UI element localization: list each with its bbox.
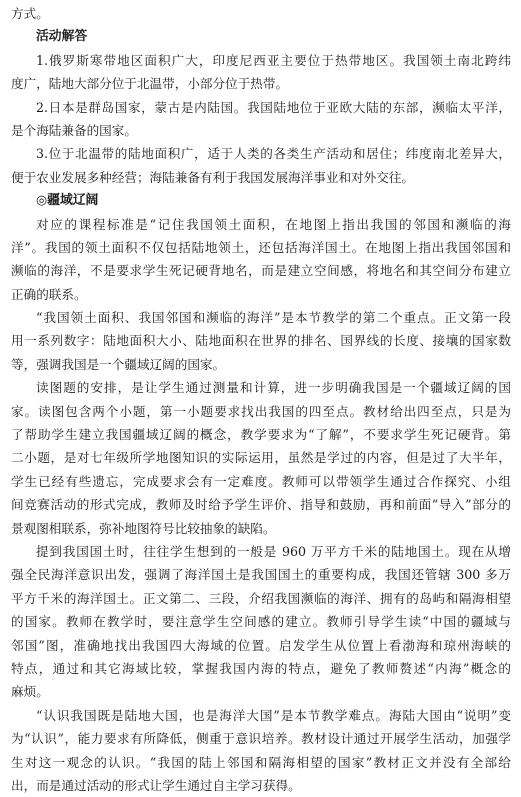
paragraph-line: 麻烦。 <box>11 684 49 700</box>
paragraph-line: 等，强调我国是一个疆域辽阔的国家。 <box>11 356 226 372</box>
paragraph-line: 了帮助学生建立我国疆域辽阔的概念，教学要求为“了解”，不要求学生死记硬背。第 <box>11 427 511 443</box>
paragraph-line: 景观图相联系，弥补地图符号比较抽象的缺陷。 <box>11 520 276 536</box>
paragraph-line: 提到我国国土时，往往学生想到的一般是 960 万平方千米的陆地国土。现在从增 <box>36 543 511 559</box>
paragraph-4 <box>11 540 511 704</box>
activity-heading: 活动解答 <box>36 29 88 45</box>
paragraph-line: 平方千米的海洋国土。正文第二、三段，介绍我国濒临的海洋、拥有的岛屿和隔海相望 <box>11 590 511 606</box>
paragraph-line: 对应的课程标准是“记住我国领土面积，在地图上指出我国的邻国和濒临的海 <box>36 216 511 232</box>
paragraph-5 <box>11 704 511 797</box>
paragraph-line: 家。读图包含两个小题，第一小题要求找出我国的四至点。教材给出四至点，只是为 <box>11 403 511 419</box>
paragraph-line: 用一系列数字：陆地面积大小、陆地面积在世界的排名、国界线的长度、接壤的国家数 <box>11 333 511 349</box>
paragraph-line: 濒临的海洋，不是要求学生死记硬背地名，而是建立空间感，将地名和其空间分布建立 <box>11 263 511 279</box>
paragraph-line: 特点，通过和其它海域比较，掌握我国内海的特点，避免了教师赘述“内海”概念的 <box>11 660 511 676</box>
answer-line: 度广，陆地大部分位于北温带，小部分位于热带。 <box>11 76 289 92</box>
paragraph-line: 出，而是通过活动的形式让学生通过自主学习获得。 <box>11 777 301 793</box>
answer-1 <box>11 49 511 96</box>
paragraph-1 <box>11 213 511 307</box>
top-fragment-line: 方式。 <box>11 6 49 21</box>
paragraph-line: 邻国”图，准确地找出我国四大海域的位置。启发学生从位置上看渤海和琼州海峡的 <box>11 637 511 653</box>
paragraph-line: 读图题的安排，是让学生通过测量和计算，进一步明确我国是一个疆域辽阔的国 <box>36 380 511 396</box>
answer-line: 便于农业发展多种经营；海陆兼备有利于我国发展海洋事业和对外交往。 <box>11 169 414 185</box>
paragraph-line: 二小题，是对七年级所学地图知识的实际运用，虽然是学过的内容，但是过了大半年， <box>11 450 511 466</box>
answer-line: 1.俄罗斯寒带地区面积广大，印度尼西亚主要位于热带地区。我国领土南北跨纬 <box>36 52 511 68</box>
answer-2 <box>11 96 511 143</box>
paragraph-line: 洋”。我国的领土面积不仅包括陆地领土，还包括海洋国土。在地图上指出我国邻国和 <box>11 239 511 255</box>
answer-line: 是个海陆兼备的国家。 <box>11 122 137 138</box>
paragraph-line: 正确的联系。 <box>11 286 87 302</box>
paragraph-line: 学生已经有些遗忘，完成要求会有一定难度。教师可以带领学生通过合作探究、小组 <box>11 473 511 489</box>
paragraph-3 <box>11 376 511 540</box>
answer-3 <box>11 142 511 189</box>
paragraph-line: 生对这一观念的认识。“我国的陆上邻国和隔海相望的国家”教材正文并没有全部给 <box>11 754 511 770</box>
paragraph-line: “我国领土面积、我国邻国和濒临的海洋”是本节教学的第二个重点。正文第一段 <box>36 310 511 326</box>
paragraph-line: 为“认识”，能力要求有所降低，侧重于意识培养。教材设计通过开展学生活动，加强学 <box>11 731 511 747</box>
section-heading: ◎疆域辽阔 <box>36 193 99 209</box>
answer-line: 3.位于北温带的陆地面积广，适于人类的各类生产活动和居住；纬度南北差异大， <box>36 146 511 162</box>
paragraph-line: 强全民海洋意识出发，强调了海洋国土是我国国土的重要构成，我国还管辖 300 多万 <box>11 567 511 583</box>
answer-line: 2.日本是群岛国家，蒙古是内陆国。我国陆地位于亚欧大陆的东部，濒临太平洋， <box>36 99 511 115</box>
paragraph-line: 间竞赛活动的形式完成，教师及时给予学生评价、指导和鼓励，再和前面“导入”部分的 <box>11 497 511 513</box>
paragraph-line: “认识我国既是陆地大国，也是海洋大国”是本节教学难点。海陆大国由“说明”变 <box>36 707 511 723</box>
paragraph-2 <box>11 306 511 376</box>
paragraph-line: 的国家。教师在教学时，要注意学生空间感的建立。教师引导学生读“中国的疆域与 <box>11 614 511 630</box>
